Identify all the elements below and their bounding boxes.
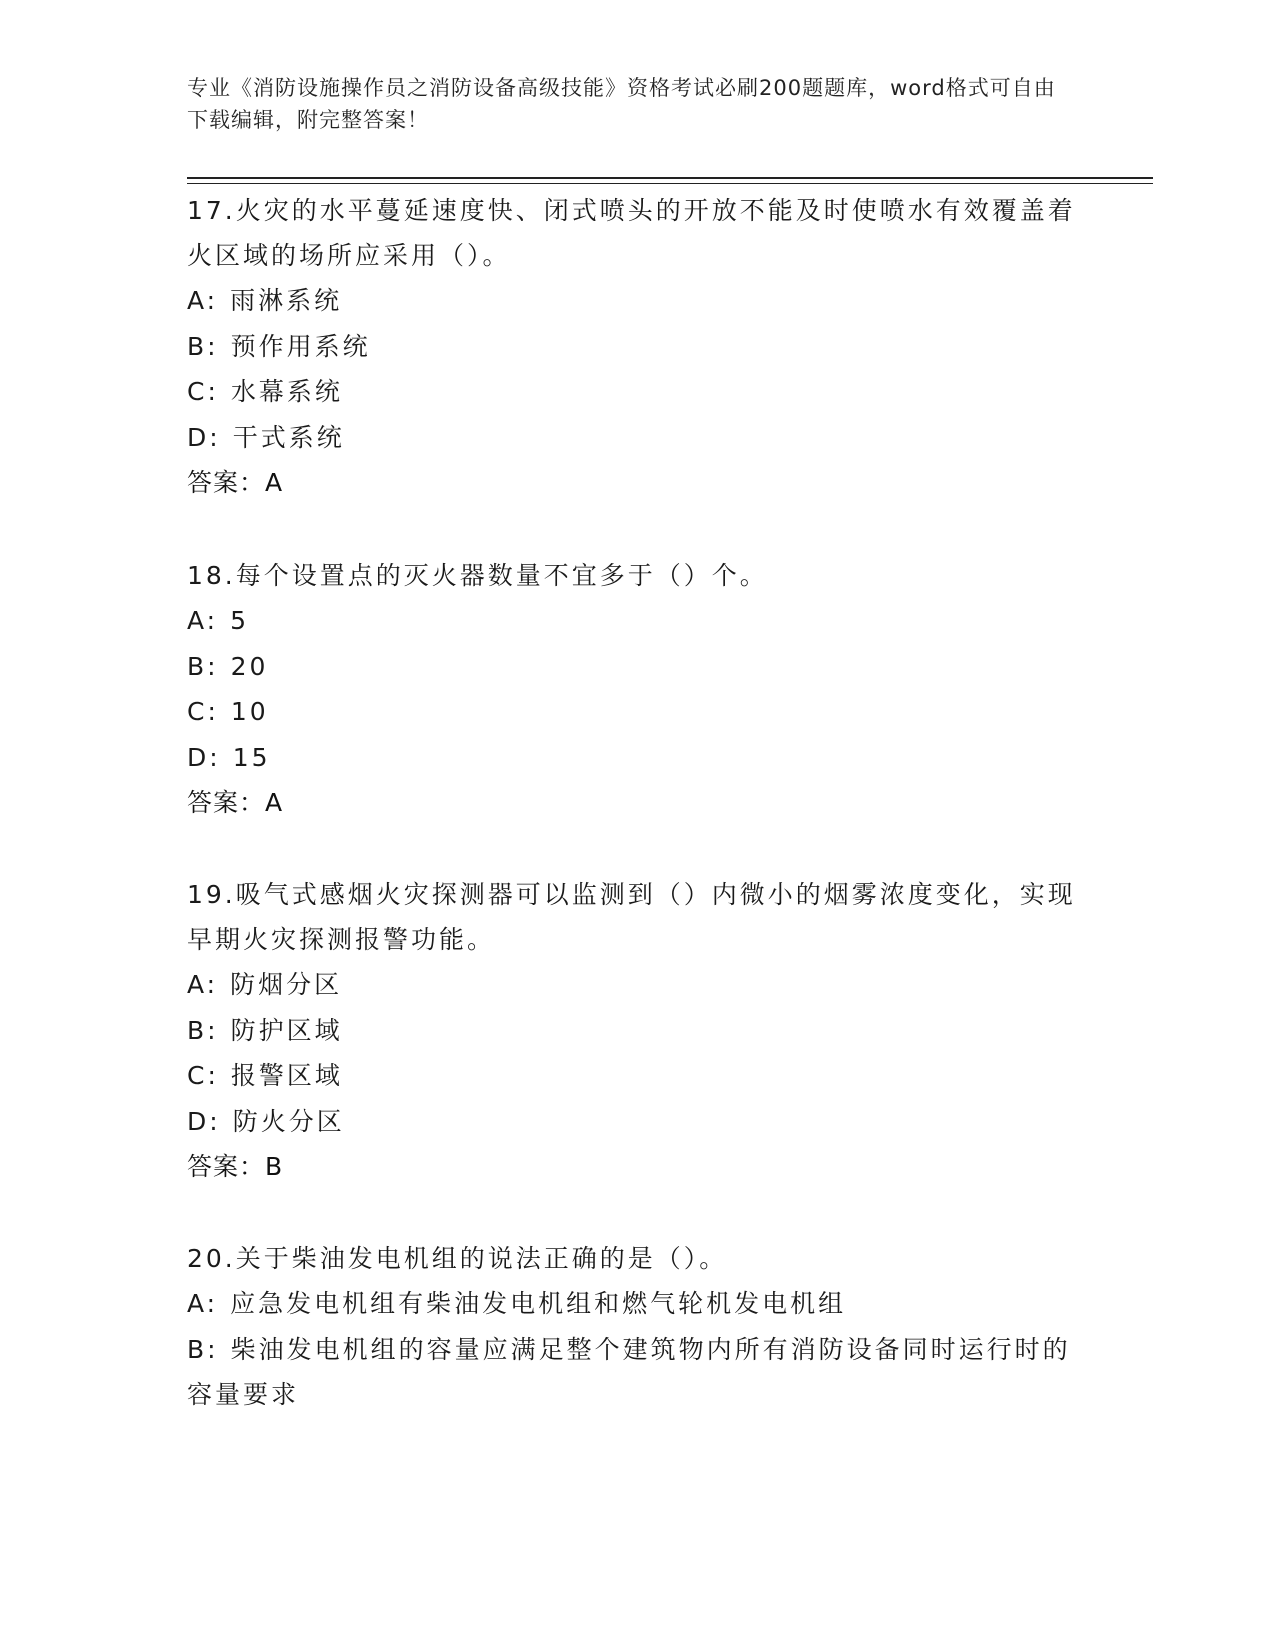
question-18	[187, 553, 1087, 825]
option-d	[187, 1099, 1087, 1145]
option-key: D:	[187, 422, 221, 452]
option-key: B:	[187, 651, 219, 681]
option-text: 预作用系统	[230, 331, 371, 361]
option-b	[187, 324, 1087, 370]
option-text: 20	[230, 651, 269, 681]
option-key: A:	[187, 286, 219, 315]
option-text: 水幕系统	[230, 377, 343, 406]
option-b	[187, 1327, 1087, 1418]
option-key: B:	[187, 1015, 219, 1045]
question-19	[187, 872, 1087, 1189]
option-c	[187, 689, 1087, 735]
question-stem: 18.每个设置点的灭火器数量不宜多于（）个。	[187, 561, 768, 590]
answer-line: 答案：A	[187, 468, 284, 497]
option-text: 15	[232, 742, 271, 772]
question-stem: 17.火灾的水平蔓延速度快、闭式喷头的开放不能及时使喷水有效覆盖着火区域的场所应采用（）。	[187, 196, 1076, 270]
option-key: B:	[187, 331, 219, 361]
question-17	[187, 188, 1087, 505]
option-text: 应急发电机组有柴油发电机组和燃气轮机发电机组	[230, 1289, 847, 1318]
header-rule-thin	[187, 183, 1153, 184]
option-key: C:	[187, 697, 219, 726]
option-key: A:	[187, 606, 219, 635]
option-key: A:	[187, 970, 219, 999]
option-text: 防护区域	[230, 1015, 343, 1045]
option-b	[187, 1008, 1087, 1054]
answer-line: 答案：A	[187, 788, 284, 817]
question-stem: 19.吸气式感烟火灾探测器可以监测到（）内微小的烟雾浓度变化，实现早期火灾探测报警功能。	[187, 880, 1076, 954]
option-key: C:	[187, 1061, 219, 1090]
option-d	[187, 415, 1087, 461]
option-text: 5	[230, 606, 249, 635]
question-20	[187, 1236, 1087, 1418]
option-text: 报警区域	[230, 1061, 343, 1090]
header-rule-thick	[187, 177, 1153, 179]
option-key: D:	[187, 742, 221, 772]
question-stem: 20.关于柴油发电机组的说法正确的是（）。	[187, 1244, 728, 1273]
option-key: D:	[187, 1106, 221, 1136]
option-a	[187, 598, 1087, 644]
option-key: C:	[187, 377, 219, 406]
option-text: 防烟分区	[230, 970, 343, 999]
option-d	[187, 735, 1087, 781]
option-text: 防火分区	[232, 1106, 345, 1136]
option-c	[187, 369, 1087, 415]
option-c	[187, 1053, 1087, 1099]
option-text: 雨淋系统	[230, 286, 343, 315]
option-text: 柴油发电机组的容量应满足整个建筑物内所有消防设备同时运行时的容量要求	[187, 1334, 1071, 1409]
option-key: B:	[187, 1334, 219, 1364]
option-a	[187, 278, 1087, 324]
answer-line: 答案：B	[187, 1152, 284, 1181]
option-b	[187, 644, 1087, 690]
option-a	[187, 962, 1087, 1008]
option-text: 干式系统	[232, 422, 345, 452]
document-header: 专业《消防设施操作员之消防设备高级技能》资格考试必刷200题题库，word格式可自由下载编辑，附完整答案！	[187, 76, 1056, 132]
option-key: A:	[187, 1289, 219, 1318]
option-text: 10	[230, 697, 269, 726]
option-a	[187, 1281, 1087, 1327]
